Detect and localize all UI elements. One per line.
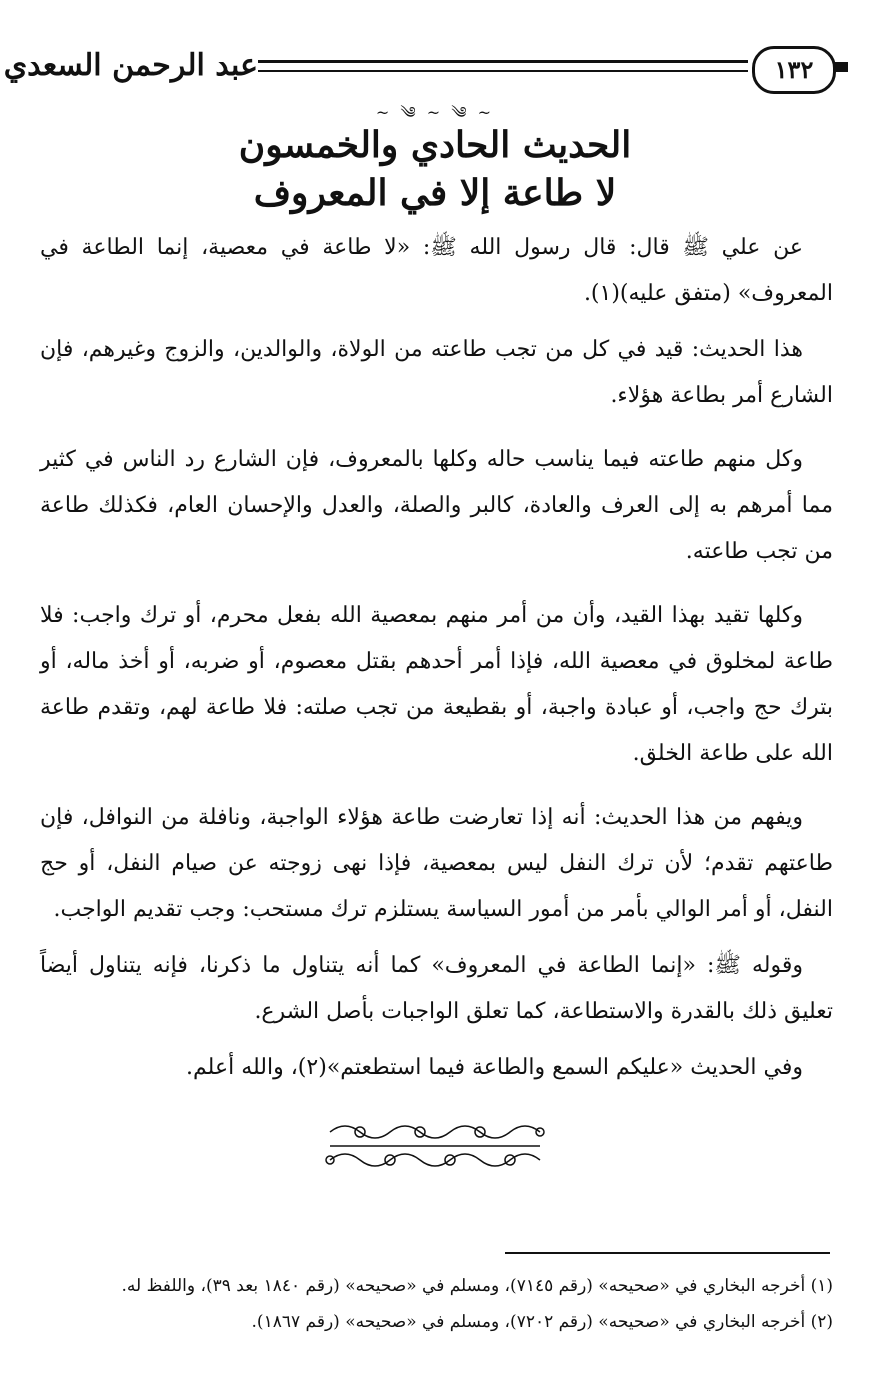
footnotes xyxy=(40,1268,833,1340)
main-text xyxy=(40,225,833,1109)
page-number: ١٣٢ xyxy=(752,46,836,94)
running-head-author: عبد الرحمن السعدي xyxy=(3,48,258,83)
footnote-1: (١) أخرجه البخاري في «صحيحه» (رقم ٧١٤٥)، ومسلم في «صحيحه» (رقم ١٨٤٠ بعد ٣٩)، واللفظ له. xyxy=(121,1276,833,1296)
paragraph-3: وكلها تقيد بهذا القيد، وأن من أمر منهم بمعصية الله بفعل محرم، أو ترك واجب: فلا طاعة لمخلوق في معصية الله، فإذا أمر أحدهم بقتل معصوم، أو ضربه، أو أخذ ماله، أو بترك حج واجب، أو عبادة واجبة، أو بقطيعة من تجب صلته: فلا طاعة لهم، وتقدم طاعة الله على طاعة الخلق. xyxy=(40,603,833,766)
end-ornament-icon xyxy=(320,1118,550,1178)
paragraph-2: وكل منهم طاعته فيما يناسب حاله وكلها بالمعروف، فإن الشارع رد الناس في كثير مما أمرهم به إلى العرف والعادة، كالبر والصلة، والعدل والإحسان العام، فكذلك طاعة من تجب طاعته. xyxy=(40,447,833,564)
chapter-title xyxy=(200,105,670,217)
paragraph-6: وفي الحديث «عليكم السمع والطاعة فيما استطعتم»(٢)، والله أعلم. xyxy=(186,1055,803,1080)
paragraph-1: هذا الحديث: قيد في كل من تجب طاعته من الولاة، والوالدين، والزوج وغيرهم، فإن الشارع أمر بطاعة هؤلاء. xyxy=(40,337,833,408)
paragraph-4: ويفهم من هذا الحديث: أنه إذا تعارضت طاعة هؤلاء الواجبة، ونافلة من النوافل، فإن طاعتهم تقدم؛ لأن ترك النفل ليس بمعصية، فإذا نهى زوجته عن صيام النفل، أو حج النفل، أو أمر الوالي بأمر من أمور السياسة يستلزم ترك مستحب: وجب تقديم الواجب. xyxy=(40,805,833,922)
paragraph-hadith: عن علي ﷺ قال: قال رسول الله ﷺ: «لا طاعة في معصية، إنما الطاعة في المعروف» (متفق عليه)(١). xyxy=(40,235,833,306)
header-rule-top xyxy=(258,60,748,63)
title-hadith-number: الحديث الحادي والخمسون xyxy=(238,124,632,166)
header-rule-bottom xyxy=(258,70,748,72)
page-header xyxy=(3,40,858,110)
header-rule-cap xyxy=(834,62,848,72)
title-flourish-icon: ~ ༄ ~ ༄ ~ xyxy=(375,103,495,122)
footnote-2: (٢) أخرجه البخاري في «صحيحه» (رقم ٧٢٠٢)، ومسلم في «صحيحه» (رقم ١٨٦٧). xyxy=(251,1312,833,1332)
footnote-separator xyxy=(505,1252,830,1254)
title-subject: لا طاعة إلا في المعروف xyxy=(253,172,617,214)
paragraph-5: وقوله ﷺ: «إنما الطاعة في المعروف» كما أنه يتناول ما ذكرنا، فإنه يتناول أيضاً تعليق ذلك بالقدرة والاستطاعة، كما تعلق الواجبات بأصل الشرع. xyxy=(40,953,833,1024)
